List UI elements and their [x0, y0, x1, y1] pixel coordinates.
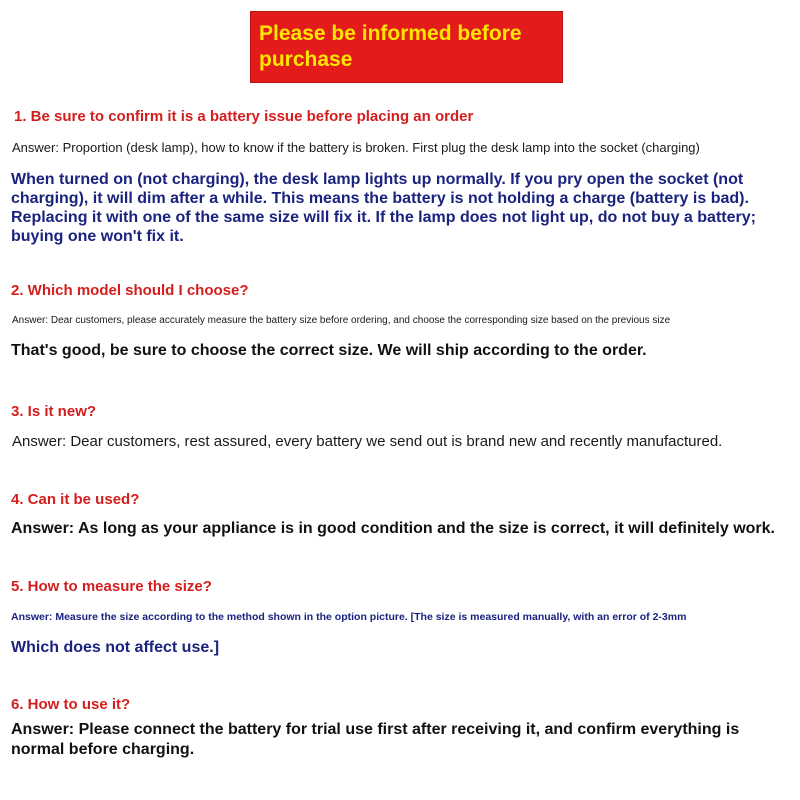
answer-1: Answer: Proportion (desk lamp), how to know if the battery is broken. First plug the desk lamp into the socket (charging) — [12, 140, 700, 155]
answer-2: Answer: Dear customers, please accurately measure the battery size before ordering, and choose the corresponding size based on the previous size — [12, 315, 671, 326]
answer-1-detail: When turned on (not charging), the desk lamp lights up normally. If you pry open the socket (not charging), it will dim after a while. This means the battery is not holding a charge (battery is bad). Replacing it with one of the same size will fix it. If the lamp does not light up, do not buy a battery; buying one won't fix it. — [11, 171, 756, 245]
banner-title: Please be informed before purchase — [259, 22, 522, 71]
notice-banner — [250, 11, 563, 83]
answer-3: Answer: Dear customers, rest assured, every battery we send out is brand new and recently manufactured. — [12, 433, 723, 450]
question-6: 6. How to use it? — [11, 696, 131, 713]
question-5: 5. How to measure the size? — [11, 578, 212, 595]
question-4: 4. Can it be used? — [11, 491, 140, 508]
answer-5: Answer: Measure the size according to the method shown in the option picture. [The size is measured manually, with an error of 2-3mm — [11, 611, 687, 623]
answer-5-detail: Which does not affect use.] — [11, 639, 220, 656]
question-3: 3. Is it new? — [11, 403, 97, 420]
question-2: 2. Which model should I choose? — [11, 282, 249, 299]
answer-6: Answer: Please connect the battery for trial use first after receiving it, and confirm everything is normal before charging. — [11, 721, 740, 758]
question-1: 1. Be sure to confirm it is a battery issue before placing an order — [14, 108, 474, 125]
answer-4: Answer: As long as your appliance is in good condition and the size is correct, it will definitely work. — [11, 520, 775, 537]
answer-2-detail: That's good, be sure to choose the correct size. We will ship according to the order. — [11, 342, 647, 359]
